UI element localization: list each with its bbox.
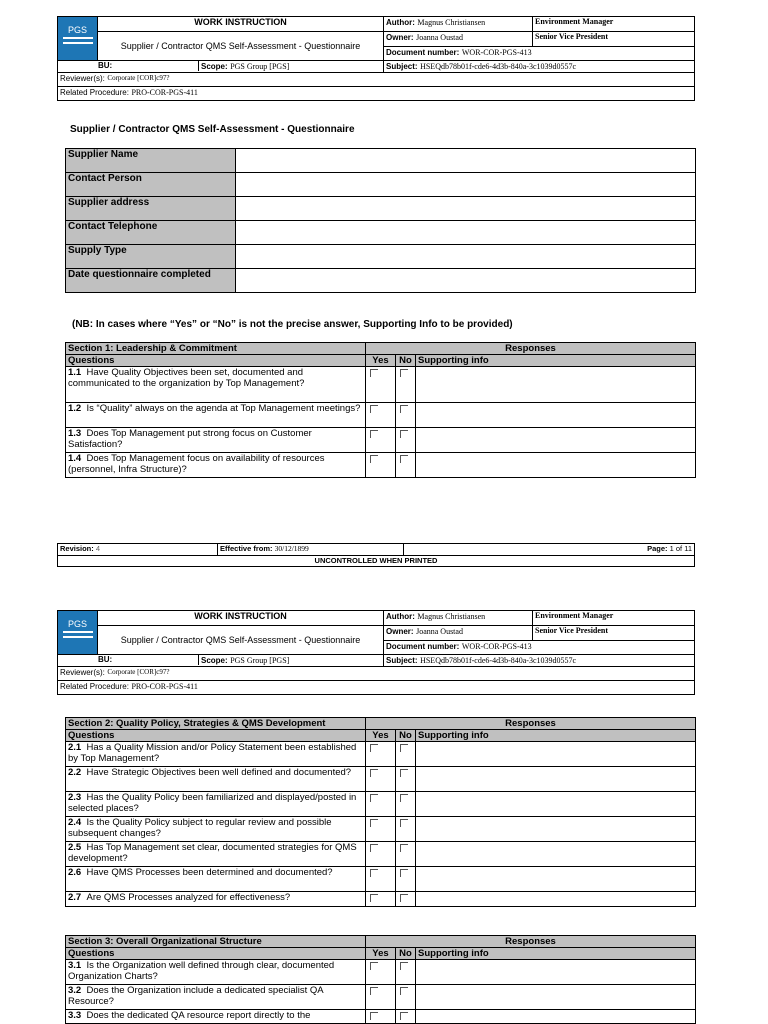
question-number: 1.4 — [68, 453, 82, 464]
support-header: Supporting info — [416, 948, 696, 960]
docnum-value: WOR-COR-PGS-413 — [461, 48, 532, 57]
uncontrolled-notice: UNCONTROLLED WHEN PRINTED — [58, 556, 695, 567]
author-label: Author: — [386, 612, 415, 621]
support-header: Supporting info — [416, 355, 696, 367]
author-label: Author: — [386, 18, 415, 27]
supporting-info-field[interactable] — [416, 367, 696, 403]
related-value: PRO-COR-PGS-411 — [131, 682, 198, 691]
revision-value: 4 — [95, 544, 101, 553]
no-header: No — [396, 355, 416, 367]
no-checkbox[interactable] — [400, 962, 408, 970]
question-cell — [66, 367, 366, 403]
yes-checkbox[interactable] — [370, 894, 378, 902]
yes-checkbox[interactable] — [370, 869, 378, 877]
supporting-info-field[interactable] — [416, 453, 696, 478]
no-checkbox[interactable] — [400, 369, 408, 377]
related-value: PRO-COR-PGS-411 — [131, 88, 198, 97]
no-checkbox[interactable] — [400, 769, 408, 777]
question-number: 1.2 — [68, 403, 82, 414]
question-text: Have Quality Objectives been set, documented and communicated to the organization by Top Management? — [68, 367, 305, 389]
note-text: (NB: In cases where “Yes” or “No” is not the precise answer, Supporting Info to be provided) — [72, 319, 513, 330]
question-cell — [66, 960, 366, 985]
question-number: 3.3 — [68, 1010, 82, 1021]
subject-label: Subject: — [386, 656, 418, 665]
reviewers-label: Reviewer(s): — [60, 74, 105, 83]
scope-value: PGS Group [PGS] — [230, 656, 290, 665]
question-text: Does the dedicated QA resource report directly to the — [86, 1010, 311, 1021]
no-checkbox[interactable] — [400, 794, 408, 802]
question-cell — [66, 767, 366, 792]
support-header: Supporting info — [416, 730, 696, 742]
questions-header: Questions — [66, 948, 366, 960]
responses-header: Responses — [366, 718, 696, 730]
effective-label: Effective from: — [220, 544, 273, 553]
related-label: Related Procedure: — [60, 88, 129, 97]
info-label: Contact Telephone — [66, 221, 236, 245]
yes-checkbox[interactable] — [370, 769, 378, 777]
question-text: Is the Quality Policy subject to regular review and possible subsequent changes? — [68, 817, 332, 839]
question-number: 3.1 — [68, 960, 82, 971]
no-checkbox[interactable] — [400, 844, 408, 852]
responses-header: Responses — [366, 343, 696, 355]
related-label: Related Procedure: — [60, 682, 129, 691]
pgs-logo: PGS — [58, 17, 98, 61]
no-checkbox[interactable] — [400, 744, 408, 752]
question-number: 3.2 — [68, 985, 82, 996]
supporting-info-field[interactable] — [416, 817, 696, 842]
pgs-logo: PGS — [58, 611, 98, 655]
reviewers-label: Reviewer(s): — [60, 668, 105, 677]
doc-type: WORK INSTRUCTION — [98, 611, 384, 626]
info-label: Contact Person — [66, 173, 236, 197]
scope-label: Scope: — [201, 62, 228, 71]
question-cell — [66, 842, 366, 867]
info-label: Supplier address — [66, 197, 236, 221]
question-cell — [66, 428, 366, 453]
section-title: Section 2: Quality Policy, Strategies & QMS Development — [66, 718, 366, 730]
subject-label: Subject: — [386, 62, 418, 71]
no-checkbox[interactable] — [400, 430, 408, 438]
owner-label: Owner: — [386, 627, 414, 636]
yes-checkbox[interactable] — [370, 405, 378, 413]
question-text: Is “Quality” always on the agenda at Top Management meetings? — [86, 403, 361, 414]
bu-label: BU: — [58, 61, 199, 71]
responses-header: Responses — [366, 936, 696, 948]
doc-title: Supplier / Contractor QMS Self-Assessment - Questionnaire — [98, 32, 384, 61]
question-cell — [66, 403, 366, 428]
section-title: Section 1: Leadership & Commitment — [66, 343, 366, 355]
no-checkbox[interactable] — [400, 455, 408, 463]
document-header — [57, 16, 695, 101]
page-title: Supplier / Contractor QMS Self-Assessment - Questionnaire — [70, 124, 355, 135]
question-number: 2.1 — [68, 742, 82, 753]
document-header — [57, 610, 695, 695]
question-cell — [66, 792, 366, 817]
owner-role: Senior Vice President — [533, 626, 695, 641]
supporting-info-field[interactable] — [416, 742, 696, 767]
scope-label: Scope: — [201, 656, 228, 665]
question-text: Has the Quality Policy been familiarized and displayed/posted in selected places? — [68, 792, 357, 814]
yes-checkbox[interactable] — [370, 987, 378, 995]
yes-checkbox[interactable] — [370, 369, 378, 377]
section-2-table — [65, 717, 696, 907]
question-number: 2.2 — [68, 767, 82, 778]
question-cell — [66, 867, 366, 892]
date-completed-field[interactable] — [236, 269, 696, 293]
yes-checkbox[interactable] — [370, 455, 378, 463]
supporting-info-field[interactable] — [416, 867, 696, 892]
question-cell — [66, 742, 366, 767]
question-text: Are QMS Processes analyzed for effectiveness? — [86, 892, 291, 903]
scope-value: PGS Group [PGS] — [230, 62, 290, 71]
supporting-info-field[interactable] — [416, 1010, 696, 1024]
supporting-info-field[interactable] — [416, 767, 696, 792]
yes-checkbox[interactable] — [370, 744, 378, 752]
doc-type: WORK INSTRUCTION — [98, 17, 384, 32]
revision-label: Revision: — [60, 544, 94, 553]
question-number: 2.6 — [68, 867, 82, 878]
questions-header: Questions — [66, 730, 366, 742]
author-value: Magnus Christiansen — [417, 612, 486, 621]
author-role: Environment Manager — [533, 17, 695, 32]
supporting-info-field[interactable] — [416, 960, 696, 985]
question-cell — [66, 453, 366, 478]
question-cell — [66, 817, 366, 842]
section-title: Section 3: Overall Organizational Structure — [66, 936, 366, 948]
question-number: 2.7 — [68, 892, 82, 903]
yes-checkbox[interactable] — [370, 819, 378, 827]
page-value: 1 of 11 — [669, 544, 692, 553]
supply-type-field[interactable] — [236, 245, 696, 269]
info-label: Date questionnaire completed — [66, 269, 236, 293]
question-number: 1.3 — [68, 428, 82, 439]
docnum-label: Document number: — [386, 48, 460, 57]
question-text: Has Top Management set clear, documented strategies for QMS development? — [68, 842, 357, 864]
subject-value: HSEQdb78b01f-cde6-4d3b-840a-3c1039d0557c — [420, 62, 577, 71]
section-3-table — [65, 935, 696, 1024]
info-label: Supply Type — [66, 245, 236, 269]
question-text: Does the Organization include a dedicated specialist QA Resource? — [68, 985, 324, 1007]
bu-label: BU: — [58, 655, 199, 665]
yes-header: Yes — [366, 948, 396, 960]
contact-telephone-field[interactable] — [236, 221, 696, 245]
supporting-info-field[interactable] — [416, 403, 696, 428]
no-checkbox[interactable] — [400, 987, 408, 995]
yes-checkbox[interactable] — [370, 1012, 378, 1020]
question-text: Is the Organization well defined through clear, documented Organization Charts? — [68, 960, 335, 982]
supporting-info-field[interactable] — [416, 985, 696, 1010]
supporting-info-field[interactable] — [416, 842, 696, 867]
contact-person-field[interactable] — [236, 173, 696, 197]
yes-header: Yes — [366, 355, 396, 367]
subject-value: HSEQdb78b01f-cde6-4d3b-840a-3c1039d0557c — [420, 656, 577, 665]
no-header: No — [396, 730, 416, 742]
page-label: Page: — [647, 544, 668, 553]
author-role: Environment Manager — [533, 611, 695, 626]
yes-checkbox[interactable] — [370, 962, 378, 970]
author-value: Magnus Christiansen — [417, 18, 486, 27]
question-cell — [66, 985, 366, 1010]
supplier-info-table — [65, 148, 696, 293]
reviewers-value: Corporate [COR]c97? — [107, 74, 170, 82]
question-text: Does Top Management put strong focus on Customer Satisfaction? — [68, 428, 312, 450]
yes-checkbox[interactable] — [370, 430, 378, 438]
yes-header: Yes — [366, 730, 396, 742]
supplier-name-field[interactable] — [236, 149, 696, 173]
question-cell — [66, 1010, 366, 1024]
info-label: Supplier Name — [66, 149, 236, 173]
supporting-info-field[interactable] — [416, 892, 696, 907]
supporting-info-field[interactable] — [416, 792, 696, 817]
question-cell — [66, 892, 366, 907]
supplier-address-field[interactable] — [236, 197, 696, 221]
question-number: 1.1 — [68, 367, 82, 378]
yes-checkbox[interactable] — [370, 794, 378, 802]
question-number: 2.5 — [68, 842, 82, 853]
no-checkbox[interactable] — [400, 894, 408, 902]
no-header: No — [396, 948, 416, 960]
no-checkbox[interactable] — [400, 819, 408, 827]
docnum-value: WOR-COR-PGS-413 — [461, 642, 532, 651]
doc-title: Supplier / Contractor QMS Self-Assessment - Questionnaire — [98, 626, 384, 655]
question-text: Have Strategic Objectives been well defined and documented? — [86, 767, 352, 778]
owner-role: Senior Vice President — [533, 32, 695, 47]
owner-value: Joanna Oustad — [416, 33, 463, 42]
yes-checkbox[interactable] — [370, 844, 378, 852]
no-checkbox[interactable] — [400, 1012, 408, 1020]
effective-value: 30/12/1899 — [274, 544, 309, 553]
question-text: Have QMS Processes been determined and documented? — [86, 867, 333, 878]
page-footer — [57, 543, 695, 567]
no-checkbox[interactable] — [400, 405, 408, 413]
question-number: 2.3 — [68, 792, 82, 803]
question-number: 2.4 — [68, 817, 82, 828]
section-1-table — [65, 342, 696, 478]
owner-value: Joanna Oustad — [416, 627, 463, 636]
owner-label: Owner: — [386, 33, 414, 42]
reviewers-value: Corporate [COR]c97? — [107, 668, 170, 676]
question-text: Has a Quality Mission and/or Policy Statement been established by Top Management? — [68, 742, 357, 764]
supporting-info-field[interactable] — [416, 428, 696, 453]
docnum-label: Document number: — [386, 642, 460, 651]
questions-header: Questions — [66, 355, 366, 367]
no-checkbox[interactable] — [400, 869, 408, 877]
question-text: Does Top Management focus on availability of resources (personnel, Infra Structure)? — [68, 453, 325, 475]
